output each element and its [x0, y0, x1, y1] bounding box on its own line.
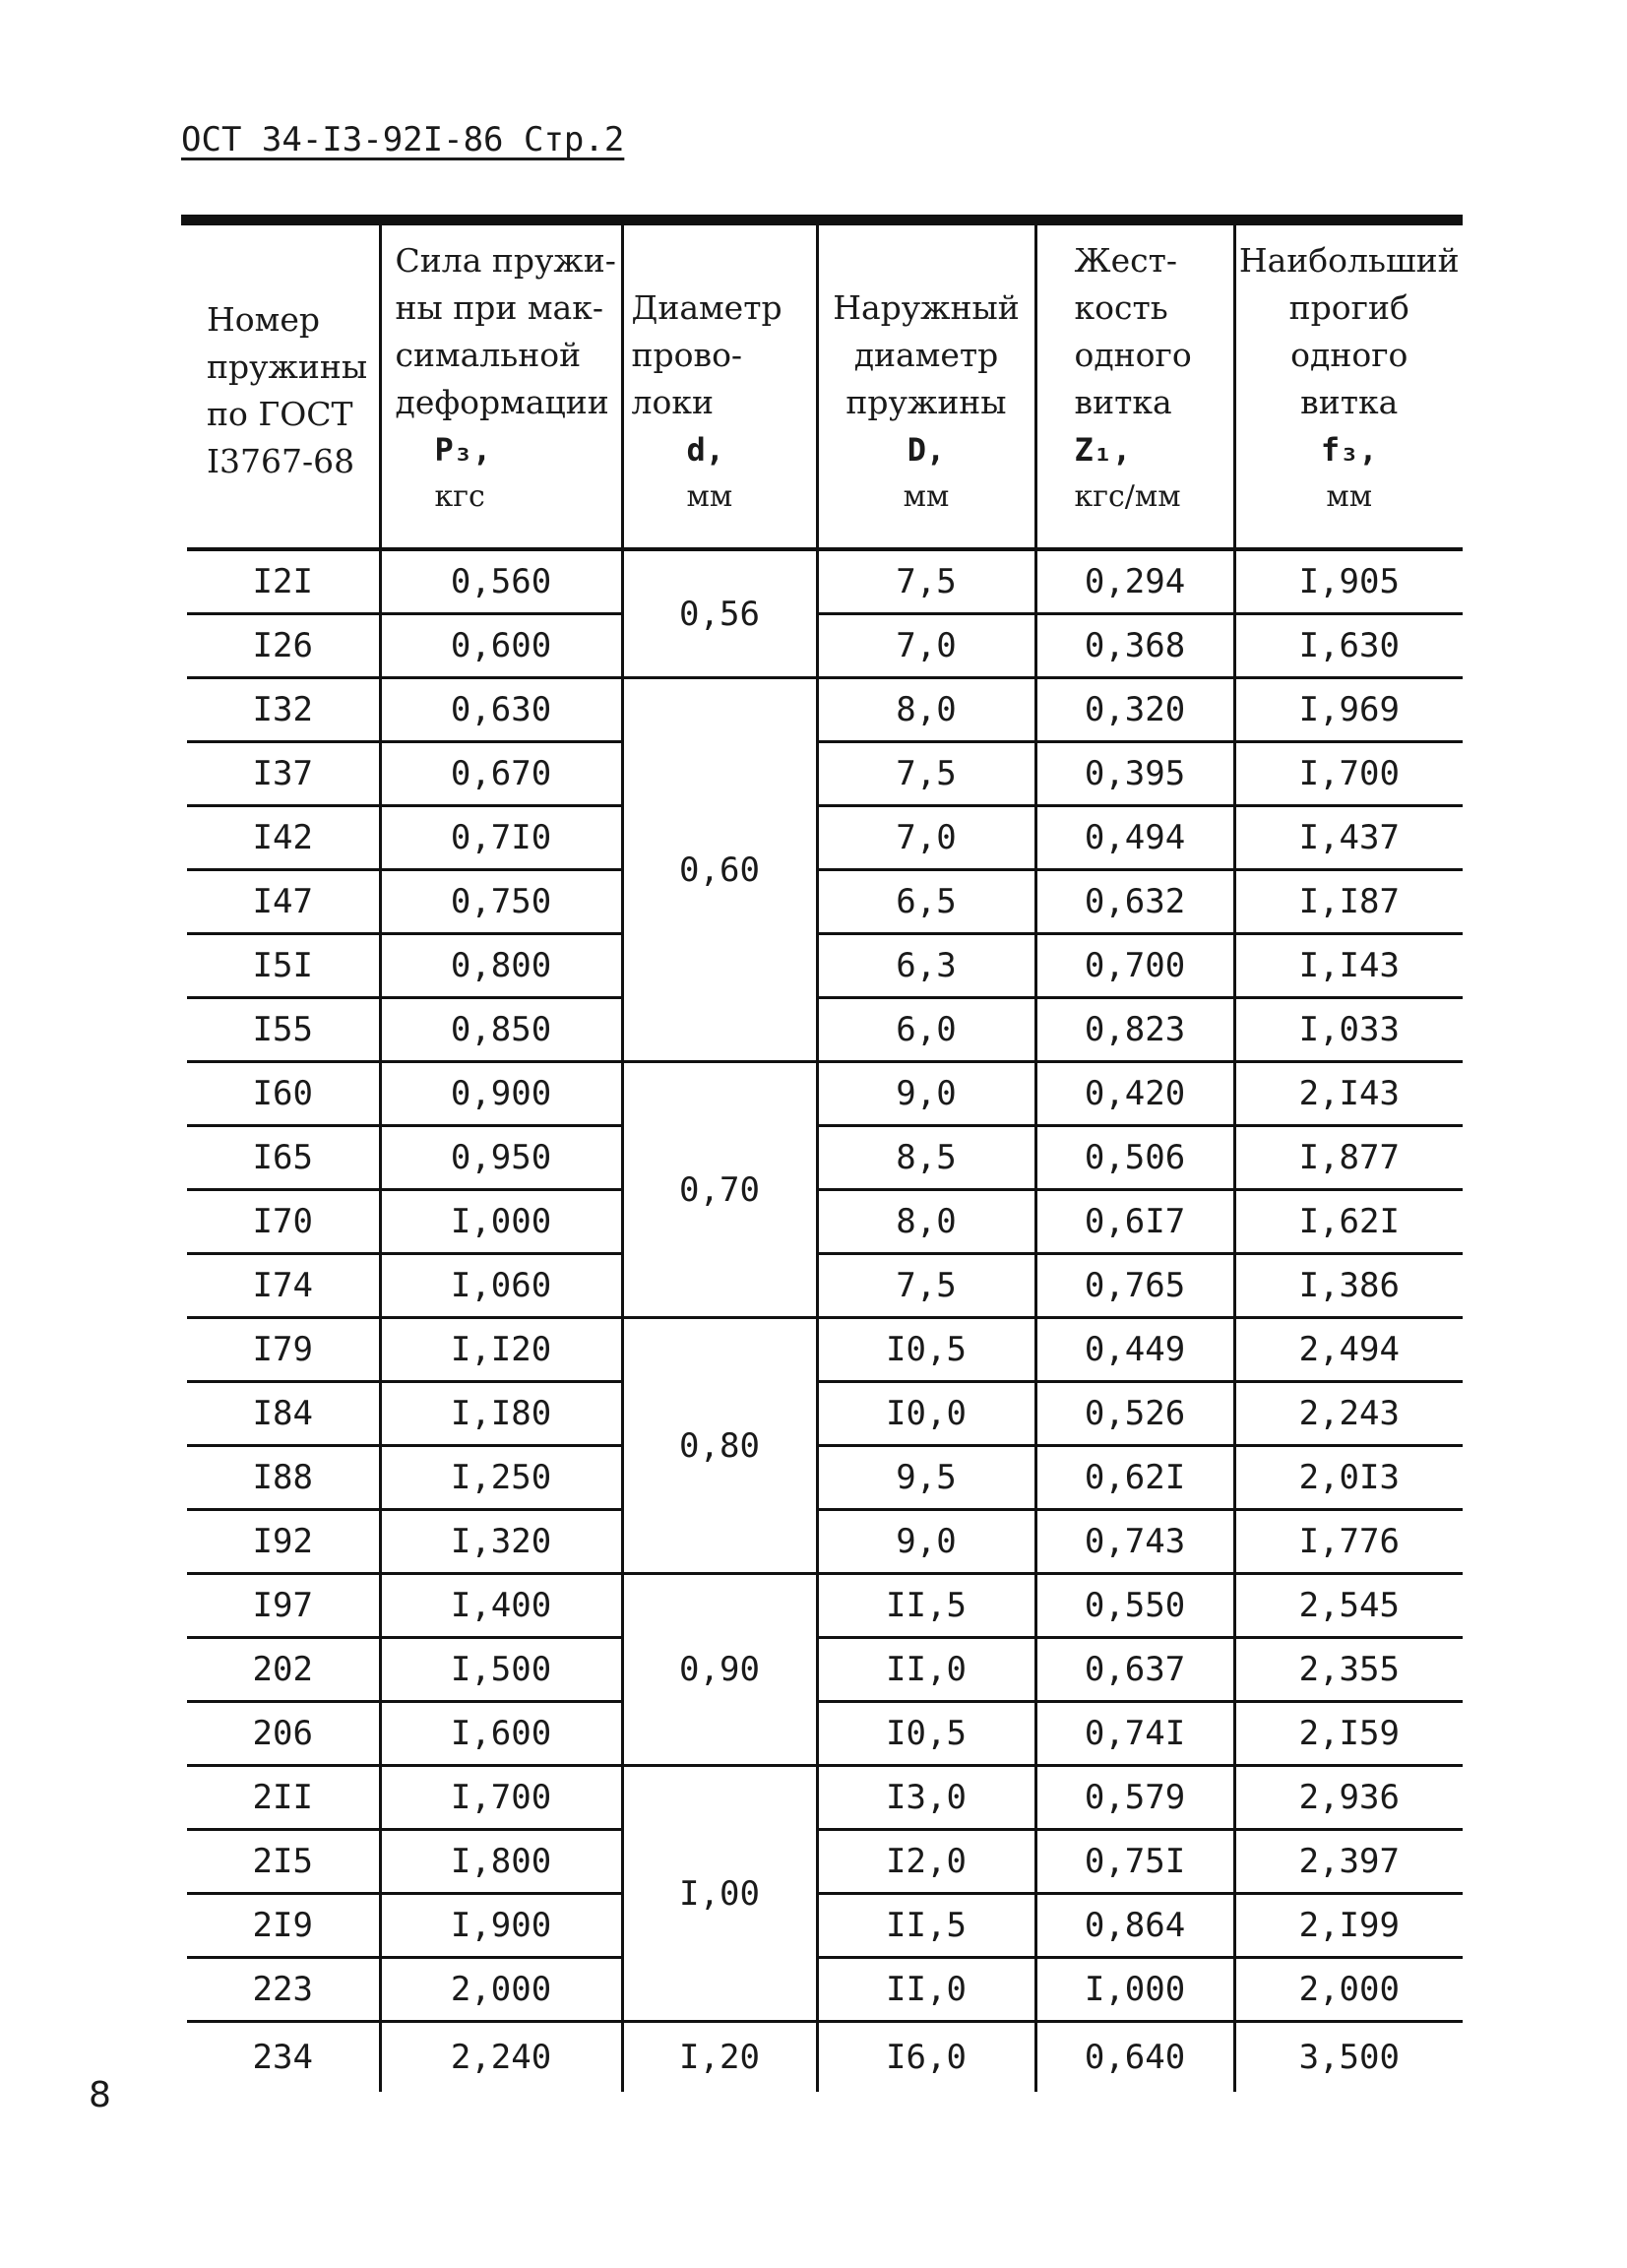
- table-body: [187, 549, 1463, 2092]
- cell-spring-force: I,320: [380, 1510, 622, 1574]
- header-line: пружины: [845, 383, 1007, 421]
- cell-spring-number: 234: [252, 2038, 313, 2077]
- cell-coil-deflection: I,386: [1234, 1254, 1463, 1318]
- header-line: симальной: [395, 336, 582, 374]
- cell-wire-diameter: 0,90: [622, 1574, 817, 1766]
- cell-coil-stiffness: 0,506: [1035, 1126, 1234, 1190]
- table-row: [187, 678, 1463, 742]
- cell-wire-diameter: 0,56: [622, 549, 817, 678]
- cell-spring-number: 206: [187, 1702, 380, 1766]
- cell-coil-deflection: 2,494: [1234, 1318, 1463, 1382]
- header-spring-number: [187, 225, 380, 549]
- cell-spring-number: I97: [187, 1574, 380, 1638]
- table-row: [187, 806, 1463, 870]
- cell-outer-diameter: 7,0: [817, 614, 1035, 678]
- header-line: ны при мак-: [395, 288, 603, 327]
- cell-coil-deflection: I,62I: [1234, 1190, 1463, 1254]
- cell-spring-force: 0,600: [380, 614, 622, 678]
- cell-spring-force: 0,560: [380, 549, 622, 614]
- table-row: [187, 1382, 1463, 1446]
- cell-coil-deflection: I,I43: [1234, 934, 1463, 998]
- cell-coil-stiffness: 0,765: [1035, 1254, 1234, 1318]
- cell-outer-diameter: I0,0: [817, 1382, 1035, 1446]
- cell-coil-deflection: 2,I99: [1234, 1894, 1463, 1958]
- cell-coil-deflection: 2,000: [1234, 1958, 1463, 2022]
- table-row: [187, 1574, 1463, 1638]
- cell-coil-deflection: I,437: [1234, 806, 1463, 870]
- cell-outer-diameter: I0,5: [817, 1702, 1035, 1766]
- header-line: кость: [1074, 288, 1168, 327]
- table-top-rule: [181, 215, 1463, 225]
- cell-spring-number: I42: [187, 806, 380, 870]
- header-line: пружины: [207, 347, 368, 386]
- table-row: [187, 870, 1463, 934]
- table-row: [187, 1638, 1463, 1702]
- spring-spec-table: [187, 225, 1463, 2092]
- cell-spring-force: 0,750: [380, 870, 622, 934]
- cell-outer-diameter: I0,5: [817, 1318, 1035, 1382]
- header-line: Наружный: [833, 288, 1020, 327]
- cell-spring-force: I,500: [380, 1638, 622, 1702]
- header-line: диаметр: [853, 336, 999, 374]
- cell-coil-stiffness: 0,864: [1035, 1894, 1234, 1958]
- cell-coil-deflection: 2,936: [1234, 1766, 1463, 1830]
- table-row: [187, 1894, 1463, 1958]
- table-row: [187, 1190, 1463, 1254]
- header-symbol: D,: [907, 431, 946, 469]
- cell-spring-force: I,000: [380, 1190, 622, 1254]
- header-symbol: f₃,: [1320, 431, 1378, 469]
- table-header-row: [187, 225, 1463, 549]
- cell-coil-stiffness: 0,74I: [1035, 1702, 1234, 1766]
- table-row: [187, 1318, 1463, 1382]
- cell-coil-stiffness: 0,395: [1035, 742, 1234, 806]
- cell-spring-number: I55: [187, 998, 380, 1062]
- cell-spring-number: I65: [187, 1126, 380, 1190]
- header-line: по ГОСТ: [207, 395, 353, 433]
- header-line: прогиб: [1288, 288, 1409, 327]
- cell-spring-number: I70: [187, 1190, 380, 1254]
- cell-coil-deflection: I,969: [1234, 678, 1463, 742]
- cell-coil-stiffness: I,000: [1035, 1958, 1234, 2022]
- cell-wire-diameter: I,00: [622, 1766, 817, 2022]
- cell-coil-stiffness: 0,449: [1035, 1318, 1234, 1382]
- cell-outer-diameter: II,5: [817, 1894, 1035, 1958]
- cell-outer-diameter: 8,0: [817, 1190, 1035, 1254]
- cell-coil-stiffness: 0,823: [1035, 998, 1234, 1062]
- cell-wire-diameter: 0,80: [622, 1318, 817, 1574]
- header-symbol: Z₁,: [1074, 431, 1132, 469]
- header-line: Номер: [207, 300, 320, 339]
- cell-spring-force: 0,800: [380, 934, 622, 998]
- cell-coil-deflection: I,877: [1234, 1126, 1463, 1190]
- cell-spring-force: I,400: [380, 1574, 622, 1638]
- cell-spring-force: I,I80: [380, 1382, 622, 1446]
- cell-spring-force: I,250: [380, 1446, 622, 1510]
- header-symbol: d,: [686, 431, 725, 469]
- table-row: [187, 2022, 1463, 2093]
- cell-spring-force: 0,7I0: [380, 806, 622, 870]
- document-header: ОСТ 34-I3-92I-86 Стр.2: [181, 120, 625, 159]
- table-row: [187, 549, 1463, 614]
- page-number: 8: [89, 2075, 111, 2115]
- cell-wire-diameter: 0,60: [622, 678, 817, 1062]
- cell-spring-force: 0,630: [380, 678, 622, 742]
- cell-spring-number: I2I: [187, 549, 380, 614]
- cell-spring-force: 0,950: [380, 1126, 622, 1190]
- cell-coil-deflection: 2,0I3: [1234, 1446, 1463, 1510]
- header-coil-deflection: [1234, 225, 1463, 549]
- header-unit: кгс/мм: [1074, 479, 1181, 514]
- cell-spring-number: 2I9: [187, 1894, 380, 1958]
- cell-coil-stiffness: 0,579: [1035, 1766, 1234, 1830]
- cell-coil-deflection: I,033: [1234, 998, 1463, 1062]
- cell-coil-stiffness: 0,368: [1035, 614, 1234, 678]
- cell-spring-force: I,700: [380, 1766, 622, 1830]
- cell-outer-diameter: 8,5: [817, 1126, 1035, 1190]
- table-row: [187, 998, 1463, 1062]
- table-row: [187, 1446, 1463, 1510]
- cell-coil-stiffness: 0,526: [1035, 1382, 1234, 1446]
- cell-coil-stiffness: 0,420: [1035, 1062, 1234, 1126]
- cell-coil-deflection: I,I87: [1234, 870, 1463, 934]
- cell-coil-stiffness: 0,637: [1035, 1638, 1234, 1702]
- cell-spring-force: 2,240: [380, 2022, 622, 2093]
- cell-coil-deflection: 2,355: [1234, 1638, 1463, 1702]
- header-line: Наибольший: [1238, 241, 1460, 280]
- header-unit: кгс: [434, 479, 485, 514]
- cell-coil-stiffness: 0,320: [1035, 678, 1234, 742]
- header-line: одного: [1290, 336, 1408, 374]
- table-row: [187, 1126, 1463, 1190]
- header-spring-force: [380, 225, 622, 549]
- header-line: I3767-68: [207, 442, 355, 480]
- cell-coil-stiffness: 0,743: [1035, 1510, 1234, 1574]
- table-row: [187, 1830, 1463, 1894]
- cell-spring-number: I92: [187, 1510, 380, 1574]
- cell-wire-diameter: I,20: [622, 2022, 817, 2093]
- header-symbol: P₃,: [434, 431, 492, 469]
- cell-spring-number: 2II: [187, 1766, 380, 1830]
- table-row: [187, 1766, 1463, 1830]
- cell-spring-force: I,600: [380, 1702, 622, 1766]
- cell-coil-stiffness: 0,632: [1035, 870, 1234, 934]
- cell-outer-diameter: 9,0: [817, 1510, 1035, 1574]
- cell-spring-number: I5I: [187, 934, 380, 998]
- cell-spring-number: 202: [187, 1638, 380, 1702]
- header-line: Диаметр: [631, 288, 782, 327]
- cell-spring-number: I74: [187, 1254, 380, 1318]
- cell-coil-stiffness: 0,6I7: [1035, 1190, 1234, 1254]
- cell-spring-force: 0,670: [380, 742, 622, 806]
- cell-coil-stiffness: 0,75I: [1035, 1830, 1234, 1894]
- cell-outer-diameter: II,0: [817, 1958, 1035, 2022]
- table-row: [187, 1062, 1463, 1126]
- cell-spring-number: I88: [187, 1446, 380, 1510]
- cell-coil-deflection: 2,I43: [1234, 1062, 1463, 1126]
- header-wire-diameter: [622, 225, 817, 549]
- table-row: [187, 742, 1463, 806]
- cell-outer-diameter: 6,0: [817, 998, 1035, 1062]
- cell-outer-diameter: II,0: [817, 1638, 1035, 1702]
- cell-outer-diameter: 6,3: [817, 934, 1035, 998]
- cell-coil-deflection: I,630: [1234, 614, 1463, 678]
- header-line: деформации: [395, 383, 609, 421]
- cell-coil-deflection: 2,397: [1234, 1830, 1463, 1894]
- table-row: [187, 614, 1463, 678]
- table-row: [187, 1254, 1463, 1318]
- cell-coil-stiffness: 0,700: [1035, 934, 1234, 998]
- header-line: витка: [1074, 383, 1172, 421]
- cell-spring-number: I47: [187, 870, 380, 934]
- cell-outer-diameter: 6,5: [817, 870, 1035, 934]
- cell-spring-number: I79: [187, 1318, 380, 1382]
- cell-spring-number: 223: [187, 1958, 380, 2022]
- header-unit: мм: [1326, 479, 1373, 514]
- cell-outer-diameter: 7,5: [817, 742, 1035, 806]
- cell-spring-force: I,I20: [380, 1318, 622, 1382]
- cell-outer-diameter: I2,0: [817, 1830, 1035, 1894]
- cell-spring-force: 0,850: [380, 998, 622, 1062]
- cell-spring-number: I84: [187, 1382, 380, 1446]
- header-line: витка: [1300, 383, 1399, 421]
- header-line: Жест-: [1074, 241, 1177, 280]
- cell-spring-number: I37: [187, 742, 380, 806]
- header-coil-stiffness: [1035, 225, 1234, 549]
- cell-outer-diameter: 9,5: [817, 1446, 1035, 1510]
- cell-spring-number: 2I5: [187, 1830, 380, 1894]
- cell-outer-diameter: 8,0: [817, 678, 1035, 742]
- cell-coil-stiffness: 0,62I: [1035, 1446, 1234, 1510]
- cell-coil-deflection: 2,545: [1234, 1574, 1463, 1638]
- cell-outer-diameter: 9,0: [817, 1062, 1035, 1126]
- cell-outer-diameter: 7,5: [817, 1254, 1035, 1318]
- cell-coil-deflection: I,700: [1234, 742, 1463, 806]
- cell-outer-diameter: II,5: [817, 1574, 1035, 1638]
- cell-coil-deflection: 2,243: [1234, 1382, 1463, 1446]
- header-unit: мм: [686, 479, 733, 514]
- table-row: [187, 934, 1463, 998]
- table-row: [187, 1510, 1463, 1574]
- header-line: локи: [631, 383, 714, 421]
- cell-coil-stiffness: 0,550: [1035, 1574, 1234, 1638]
- header-unit: мм: [903, 479, 950, 514]
- header-line: прово-: [631, 336, 743, 374]
- cell-spring-force: I,800: [380, 1830, 622, 1894]
- cell-spring-number: I26: [187, 614, 380, 678]
- cell-coil-deflection: 2,I59: [1234, 1702, 1463, 1766]
- table-row: [187, 1702, 1463, 1766]
- table-row: [187, 1958, 1463, 2022]
- cell-coil-deflection: I,905: [1234, 549, 1463, 614]
- cell-outer-diameter: I6,0: [817, 2022, 1035, 2093]
- cell-wire-diameter: 0,70: [622, 1062, 817, 1318]
- cell-outer-diameter: 7,5: [817, 549, 1035, 614]
- cell-coil-deflection: 3,500: [1234, 2022, 1463, 2093]
- cell-spring-force: I,060: [380, 1254, 622, 1318]
- cell-spring-number: I32: [187, 678, 380, 742]
- cell-spring-force: I,900: [380, 1894, 622, 1958]
- cell-spring-force: 0,900: [380, 1062, 622, 1126]
- cell-coil-stiffness: 0,494: [1035, 806, 1234, 870]
- cell-coil-stiffness: 0,640: [1035, 2022, 1234, 2093]
- cell-outer-diameter: 7,0: [817, 806, 1035, 870]
- cell-coil-stiffness: 0,294: [1035, 549, 1234, 614]
- header-line: одного: [1074, 336, 1192, 374]
- cell-coil-deflection: I,776: [1234, 1510, 1463, 1574]
- header-outer-diameter: [817, 225, 1035, 549]
- cell-spring-force: 2,000: [380, 1958, 622, 2022]
- cell-spring-number: I60: [187, 1062, 380, 1126]
- header-line: Сила пружи-: [395, 241, 616, 280]
- cell-outer-diameter: I3,0: [817, 1766, 1035, 1830]
